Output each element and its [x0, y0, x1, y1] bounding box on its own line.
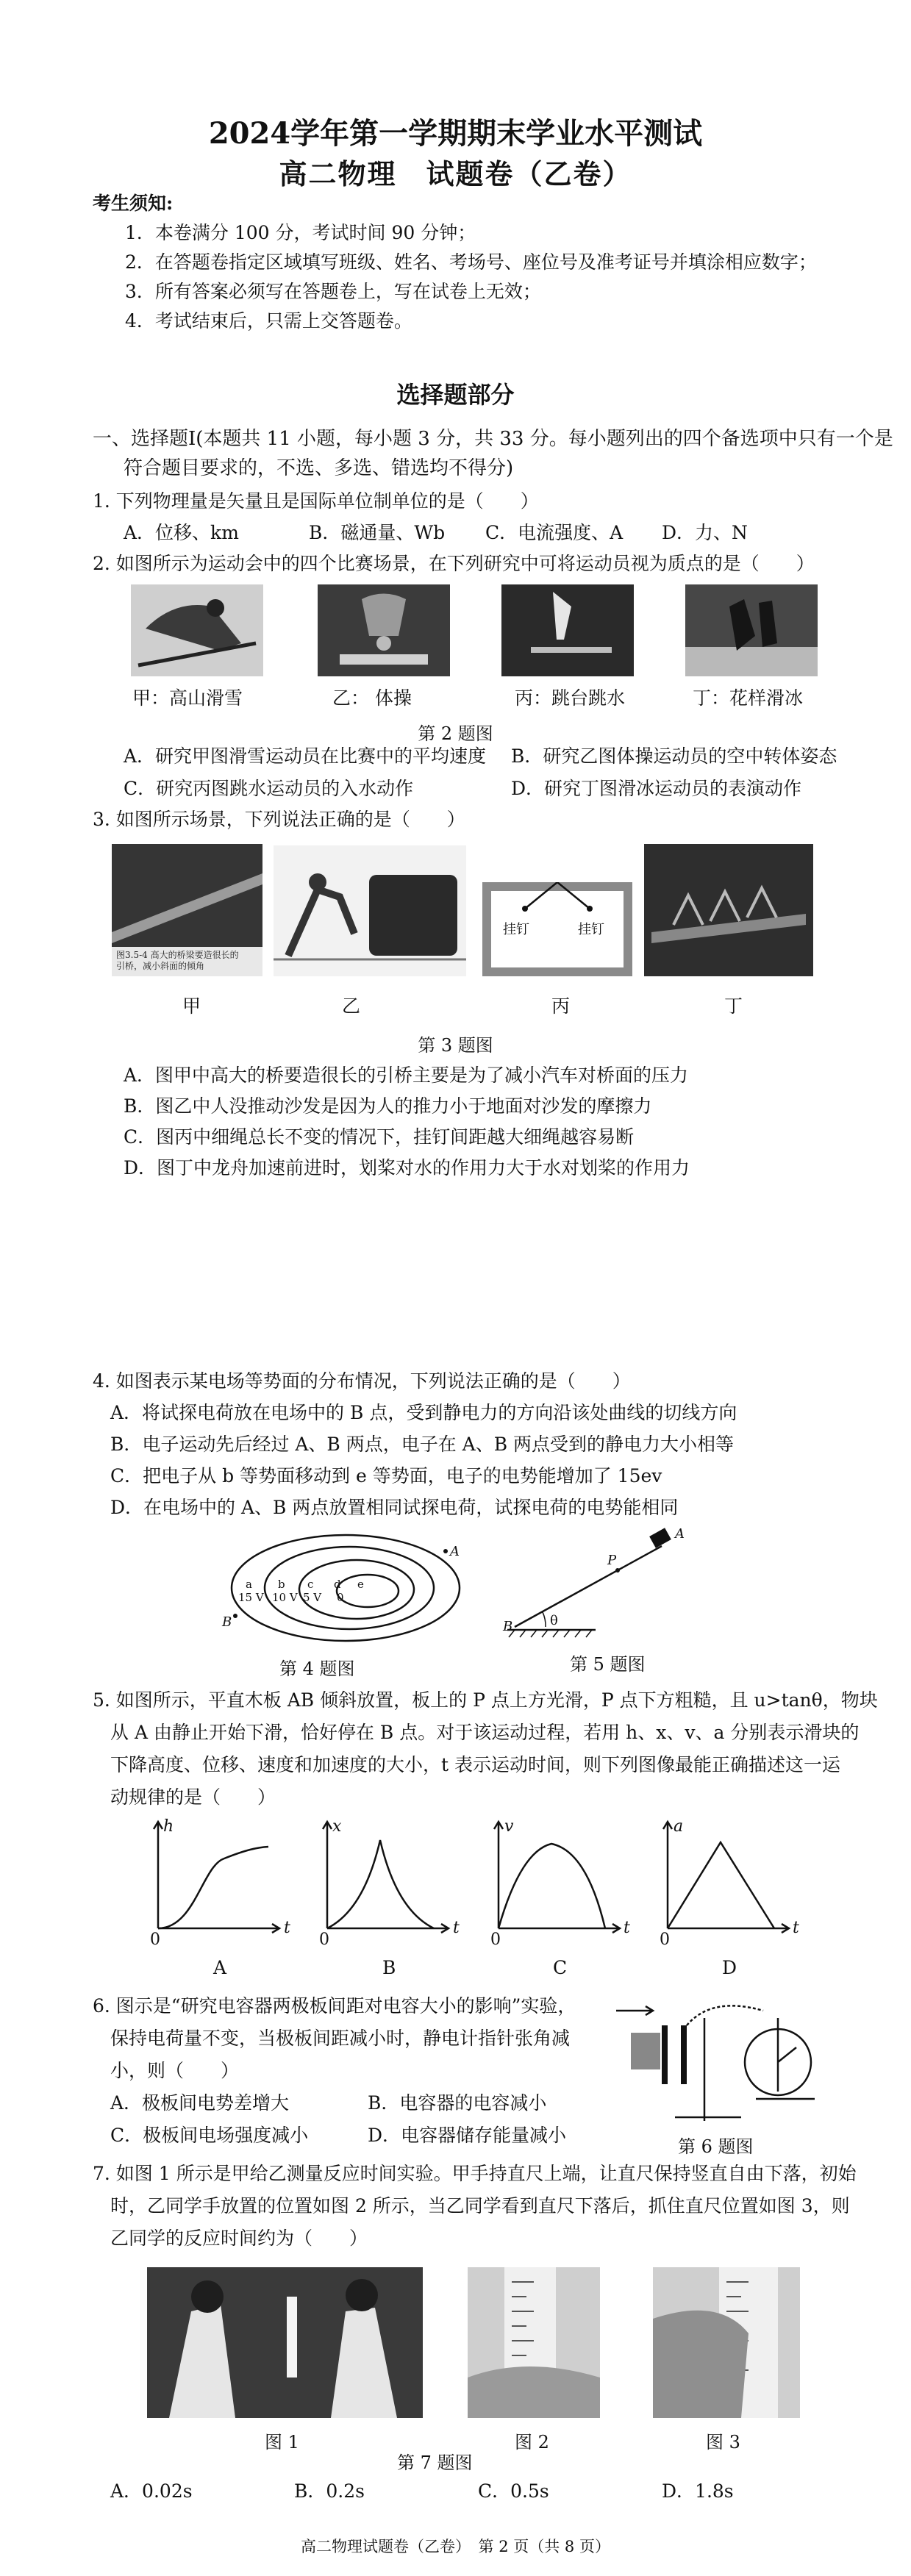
- q2-option-a: A．研究甲图滑雪运动员在比赛中的平均速度: [124, 745, 487, 767]
- q6-stem-line: 6. 图示是“研究电容器两极板间距对电容大小的影响”实验，: [93, 1995, 576, 2017]
- q7-option-a: A．0.02s: [110, 2480, 193, 2502]
- incline-board: [515, 1546, 662, 1627]
- q5-graph-a-origin: 0: [150, 1931, 160, 1949]
- page-footer: 高二物理试题卷（乙卷） 第 2 页（共 8 页）: [301, 2538, 610, 2555]
- q4-label-15v: 15 V: [238, 1591, 264, 1604]
- q7-option-c: C．0.5s: [478, 2480, 549, 2502]
- q5-graph-b-tlabel: t: [453, 1919, 460, 1937]
- q2-option-d: D．研究丁图滑冰运动员的表演动作: [511, 778, 802, 799]
- q3-frame: [482, 882, 632, 976]
- diver-icon: [501, 584, 634, 676]
- q6-option-a: A．极板间电势差增大: [110, 2092, 290, 2114]
- q7-photo-2: [468, 2267, 600, 2418]
- skater-icon: [685, 584, 818, 676]
- q2-label-ding: 丁：花样滑冰: [693, 687, 804, 709]
- section-title: 选择题部分: [396, 381, 515, 409]
- students-icon: [147, 2267, 423, 2418]
- q5-graph-a-label: A: [213, 1957, 227, 1978]
- q5-graph-b-label: B: [382, 1957, 396, 1978]
- q4-stem: 4. 如图表示某电场等势面的分布情况，下列说法正确的是（ ）: [93, 1370, 631, 1392]
- q5-label-A: A: [675, 1526, 685, 1542]
- q6-option-b: B．电容器的电容减小: [368, 2092, 547, 2114]
- q5-fig-caption: 第 5 题图: [570, 1654, 646, 1675]
- q3-photo-sofa: [274, 845, 466, 976]
- q5-graph-b-origin: 0: [319, 1931, 329, 1949]
- q5-graph-c-ylabel: v: [504, 1817, 514, 1836]
- q5-incline-figure: [507, 1533, 684, 1643]
- q4-caption: 第 4 题图: [279, 1659, 355, 1679]
- notice-heading: 考生须知:: [93, 193, 174, 214]
- gymnast-icon: [318, 584, 450, 676]
- q4-label-B: B: [222, 1614, 232, 1630]
- q5-graph-b-ylabel: x: [332, 1817, 342, 1836]
- q4-label-0v: 0: [337, 1591, 344, 1604]
- q1-option-b: B．磁通量、Wb: [309, 522, 446, 543]
- q5-graph-c-label: C: [553, 1957, 568, 1978]
- q4-label-a: a: [246, 1578, 252, 1591]
- q7-stem-line: 7. 如图 1 所示是甲给乙测量反应时间实验。甲手持直尺上端，让直尺保持竖直自由下落，初始: [93, 2163, 857, 2184]
- point-a-dot: [443, 1549, 448, 1553]
- q6-capacitor-figure: [594, 1989, 829, 2128]
- q3-stem: 3. 如图所示场景，下列说法正确的是（ ）: [93, 809, 465, 830]
- q7-photo-3: [653, 2267, 800, 2418]
- q3-label-yi: 乙: [342, 995, 361, 1017]
- q7-option-d: D．1.8s: [662, 2480, 734, 2502]
- curve-v-t: [499, 1844, 605, 1928]
- q3-option-a: A．图甲中高大的桥要造很长的引桥主要是为了减小汽车对桥面的压力: [124, 1065, 689, 1086]
- q5-label-B: B: [503, 1619, 513, 1634]
- curve-h-t: [158, 1847, 268, 1928]
- q4-label-e: e: [357, 1578, 364, 1591]
- dragonboat-icon: [644, 844, 813, 976]
- q3-option-d: D．图丁中龙舟加速前进时，划桨对水的作用力大于水对划桨的作用力: [124, 1157, 690, 1178]
- q3-option-b: B．图乙中人没推动沙发是因为人的推力小于地面对沙发的摩擦力: [124, 1095, 652, 1117]
- ruler-hand-icon: [468, 2267, 600, 2418]
- q7-caption: 第 7 题图: [397, 2452, 473, 2473]
- q6-caption: 第 6 题图: [678, 2136, 754, 2157]
- q5-stem-line: 从 A 由静止开始下滑，恰好停在 B 点。对于该运动过程，若用 h、x、v、a 分别表示滑块的: [110, 1722, 860, 1743]
- q3-nail-label: 挂钉: [503, 922, 529, 937]
- notice-item: 3．所有答案必须写在答题卷上，写在试卷上无效；: [125, 281, 541, 302]
- ruler-grip-icon: [653, 2267, 800, 2418]
- q5-label-P: P: [607, 1553, 617, 1568]
- q2-option-b: B．研究乙图体操运动员的空中转体姿态: [511, 745, 837, 767]
- slider-block: [649, 1528, 671, 1548]
- q6-stem-line: 保持电荷量不变，当极板间距减小时，静电计指针张角减: [110, 2028, 571, 2049]
- q5-graph-a-ylabel: h: [163, 1817, 174, 1836]
- notice-item: 4．考试结束后，只需上交答题卷。: [125, 310, 412, 332]
- curve-a-t: [668, 1842, 774, 1928]
- q2-option-c: C．研究丙图跳水运动员的入水动作: [124, 778, 414, 799]
- q1-stem: 1. 下列物理量是矢量且是国际单位制单位的是（ ）: [93, 490, 539, 512]
- q2-photo-gymnastics: [318, 584, 450, 676]
- q4-label-5v: 5 V: [303, 1591, 322, 1604]
- exam-subtitle: 高二物理 试题卷（乙卷）: [279, 157, 632, 190]
- q5-graph-d-label: D: [722, 1957, 737, 1978]
- q4-option-a: A．将试探电荷放在电场中的 B 点，受到静电力的方向沿该处曲线的切线方向: [110, 1402, 737, 1423]
- q4-option-c: C．把电子从 b 等势面移动到 e 等势面，电子的电势能增加了 15ev: [110, 1465, 662, 1486]
- notice-item: 1．本卷满分 100 分，考试时间 90 分钟；: [125, 222, 476, 243]
- ruler-icon: [287, 2297, 297, 2378]
- q5-stem-line: 动规律的是（ ）: [110, 1786, 276, 1808]
- connecting-wire: [687, 2006, 763, 2025]
- q3-label-bing: 丙: [551, 995, 571, 1017]
- q5-graph-a-tlabel: t: [284, 1919, 290, 1937]
- sofa-icon: [274, 845, 466, 976]
- q5-graph-c-origin: 0: [490, 1931, 501, 1949]
- q5-graph-d-tlabel: t: [793, 1919, 799, 1937]
- q3-photo-bridge: [112, 844, 262, 976]
- exam-title: 2024学年第一学期期末学业水平测试: [208, 116, 703, 151]
- q2-label-bing: 丙：跳台跳水: [515, 687, 626, 709]
- q3-nail-label: 挂钉: [578, 922, 604, 937]
- q4-label-b: b: [278, 1578, 285, 1591]
- q3-bridge-note: [116, 950, 239, 972]
- q6-option-c: C．极板间电场强度减小: [110, 2125, 309, 2146]
- hand-holder: [631, 2033, 660, 2069]
- capacitor-plate-right: [681, 2025, 687, 2084]
- part1-instruction-2: 符合题目要求的，不选、多选、错选均不得分): [124, 457, 514, 479]
- part1-instruction: 一、选择题Ⅰ(本题共 11 小题，每小题 3 分，共 33 分。每小题列出的四个备选项中只有一个是: [93, 428, 893, 450]
- q7-fig-cap-2: 图 2: [515, 2432, 549, 2452]
- q5-graph-d-ylabel: a: [674, 1817, 684, 1836]
- q4-option-b: B．电子运动先后经过 A、B 两点，电子在 A、B 两点受到的静电力大小相等: [110, 1434, 735, 1455]
- q5-graph-c-tlabel: t: [624, 1919, 630, 1937]
- q3-bridge-note-line: 引桥，减小斜面的倾角: [116, 961, 205, 971]
- q2-label-yi: 乙： 体操: [332, 687, 412, 709]
- capacitor-plate-left: [662, 2025, 668, 2084]
- skier-icon: [131, 584, 263, 676]
- q3-label-jia: 甲: [182, 995, 201, 1017]
- theta-arc: [543, 1612, 546, 1627]
- q2-label-jia: 甲：高山滑雪: [132, 687, 243, 709]
- q7-fig-cap-1: 图 1: [265, 2432, 299, 2452]
- q6-option-d: D．电容器储存能量减小: [368, 2125, 567, 2146]
- q3-caption: 第 3 题图: [418, 1035, 493, 1056]
- q6-stem-line: 小，则（ ）: [110, 2060, 240, 2081]
- q2-photo-skating: [685, 584, 818, 676]
- q5-graph-d-origin: 0: [660, 1931, 670, 1949]
- q7-stem-line: 乙同学的反应时间约为（ ）: [110, 2228, 368, 2249]
- q5-stem-line: 下降高度、位移、速度和加速度的大小，t 表示运动时间，则下列图像最能正确描述这一运: [110, 1754, 840, 1775]
- electrometer-needle: [778, 2047, 796, 2062]
- q5-label-theta: θ: [550, 1613, 558, 1628]
- q3-photo-dragonboat: [644, 844, 813, 976]
- q1-option-a: A．位移、km: [124, 522, 239, 543]
- q3-option-c: C．图丙中细绳总长不变的情况下，挂钉间距越大细绳越容易断: [124, 1126, 635, 1148]
- q7-fig-cap-3: 图 3: [706, 2432, 740, 2452]
- q2-stem: 2. 如图所示为运动会中的四个比赛场景，在下列研究中可将运动员视为质点的是（ ）: [93, 553, 815, 574]
- q3-bridge-note-line: 图3.5-4 高大的桥梁要造很长的: [116, 950, 239, 960]
- q4-label-10v: 10 V: [272, 1591, 298, 1604]
- notice-item: 2．在答题卷指定区域填写班级、姓名、考场号、座位号及准考证号并填涂相应数字；: [125, 251, 817, 273]
- equipotential-a: [232, 1535, 460, 1641]
- q5-stem-line: 5. 如图所示，平直木板 AB 倾斜放置，板上的 P 点上方光滑，P 点下方粗糙，且 u>tanθ，物块: [93, 1689, 878, 1711]
- q4-option-d: D．在电场中的 A、B 两点放置相同试探电荷，试探电荷的电势能相同: [110, 1497, 679, 1518]
- q7-stem-line: 时，乙同学手放置的位置如图 2 所示，当乙同学看到直尺下落后，抓住直尺位置如图 3，则: [110, 2195, 850, 2217]
- point-b-dot: [233, 1614, 237, 1618]
- equipotential-d: [337, 1575, 399, 1607]
- q1-option-c: C．电流强度、A: [485, 522, 624, 543]
- q2-caption: 第 2 题图: [418, 723, 493, 744]
- curve-x-t: [327, 1840, 434, 1928]
- q4-label-c: c: [307, 1578, 314, 1591]
- q2-photo-diving: [501, 584, 634, 676]
- q4-label-d: d: [334, 1578, 341, 1591]
- q7-photo-1: [147, 2267, 423, 2418]
- q7-option-b: B．0.2s: [294, 2480, 365, 2502]
- q3-label-ding: 丁: [724, 995, 743, 1017]
- q2-photo-ski: [131, 584, 263, 676]
- q1-option-d: D．力、N: [662, 522, 748, 543]
- q4-label-A: A: [450, 1544, 460, 1559]
